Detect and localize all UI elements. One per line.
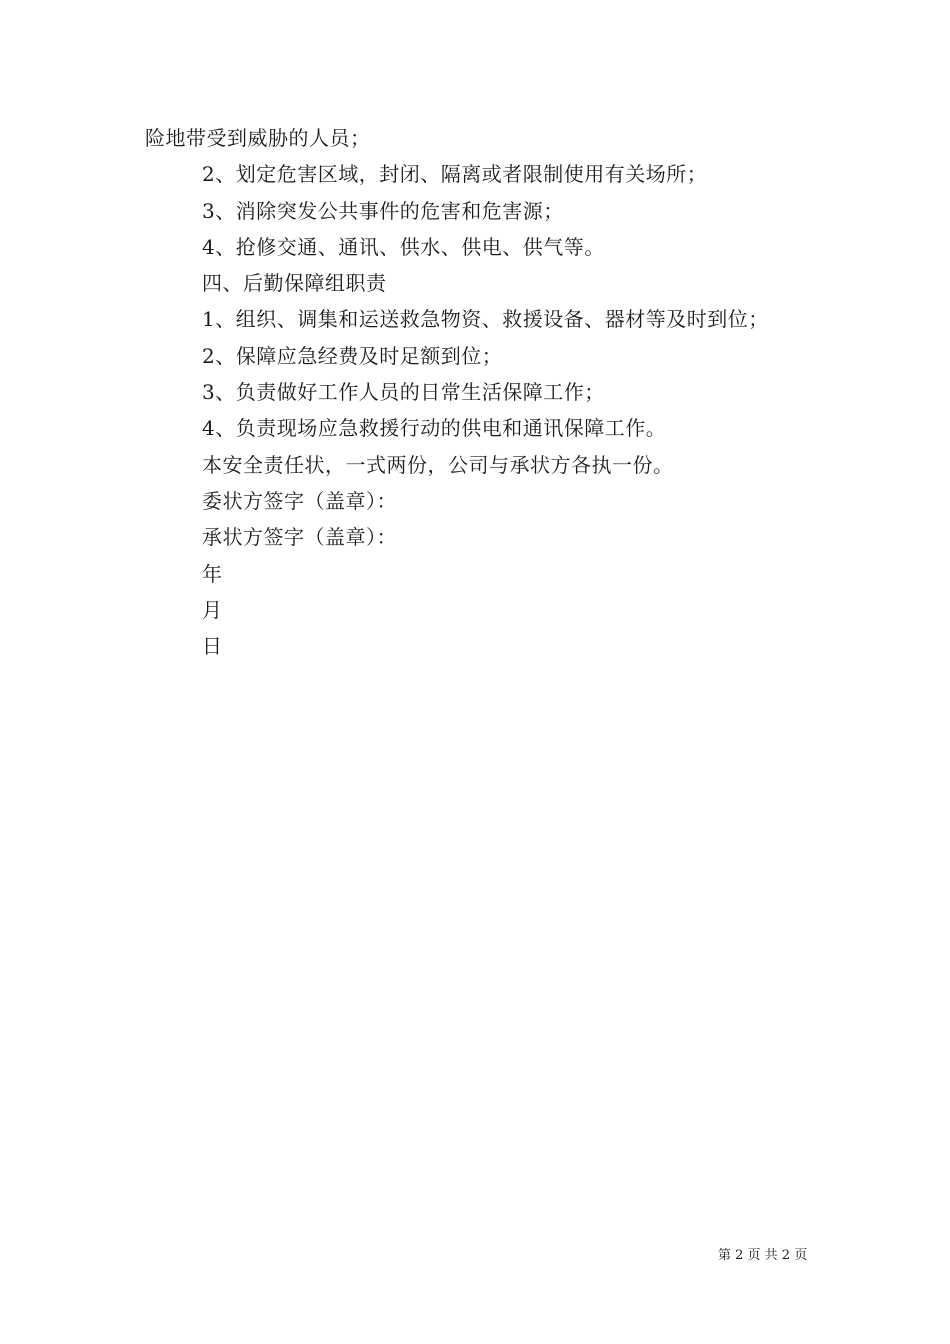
text-line-item-2-hazard-zone: 2、划定危害区域，封闭、隔离或者限制使用有关场所；	[202, 162, 708, 187]
date-year-label: 年	[202, 561, 223, 586]
text-line-logistics-item-2: 2、保障应急经费及时足额到位；	[202, 343, 503, 368]
date-month-label: 月	[202, 597, 223, 622]
text-line-continuation: 险地带受到威胁的人员；	[145, 126, 371, 150]
text-line-logistics-item-1: 1、组织、调集和运送救急物资、救援设备、器材等及时到位；	[202, 307, 769, 332]
text-line-copies-statement: 本安全责任状，一式两份，公司与承状方各执一份。	[202, 452, 674, 477]
signature-line-entrusting-party: 委状方签字（盖章）：	[202, 488, 397, 513]
date-day-label: 日	[202, 634, 223, 659]
document-body	[145, 120, 825, 664]
text-line-item-3-eliminate-hazard: 3、消除突发公共事件的危害和危害源；	[202, 198, 564, 223]
section-heading-logistics: 四、后勤保障组职责	[202, 271, 387, 296]
signature-line-undertaking-party: 承状方签字（盖章）：	[202, 525, 397, 550]
text-line-logistics-item-3: 3、负责做好工作人员的日常生活保障工作；	[202, 380, 605, 405]
text-line-logistics-item-4: 4、负责现场应急救援行动的供电和通讯保障工作。	[202, 416, 667, 441]
page-number-footer: 第 2 页 共 2 页	[718, 1248, 808, 1263]
text-line-item-4-repair-utilities: 4、抢修交通、通讯、供水、供电、供气等。	[202, 234, 605, 259]
